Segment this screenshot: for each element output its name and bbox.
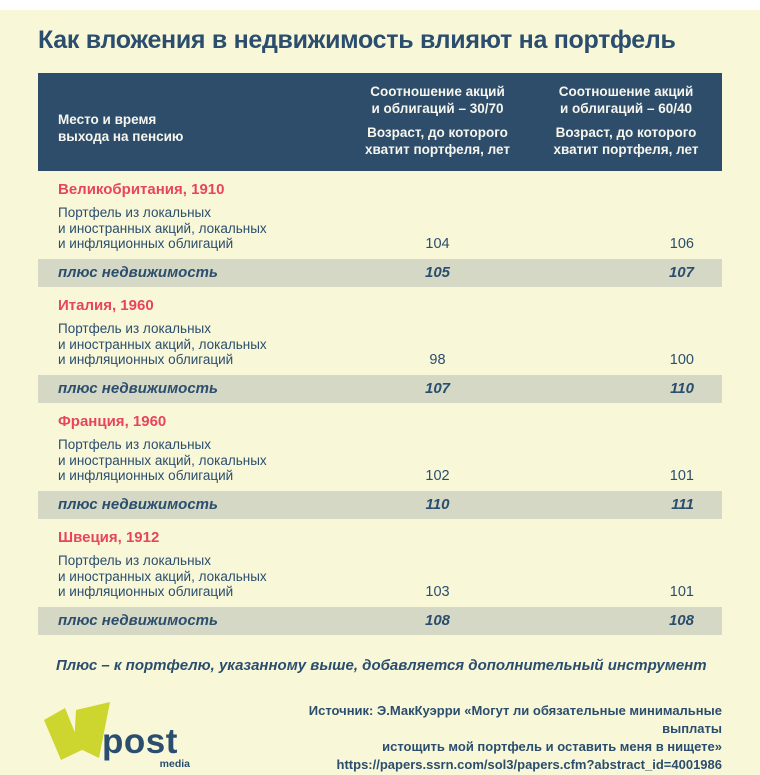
table-row	[38, 437, 722, 484]
infographic	[0, 26, 760, 775]
table-row	[38, 205, 722, 252]
source-line: Источник: Э.МакКуэрри «Могут ли обязательные минимальные выплаты	[308, 702, 722, 737]
table-header-row-label	[38, 98, 345, 146]
value-60-40: 101	[669, 467, 694, 484]
portfolio-description: Портфель из локальных и иностранных акций, локальных и инфляционных облигаций	[58, 320, 267, 368]
table-row-plus-real-estate	[38, 259, 722, 287]
plus-label: плюс недвижимость	[58, 263, 218, 281]
table-row-plus-real-estate	[38, 491, 722, 519]
logo-sublabel: media	[159, 757, 190, 770]
source-attribution	[253, 698, 722, 775]
plus-value-60-40: 110	[670, 379, 694, 397]
footnote: Плюс – к портфелю, указанному выше, добавляется дополнительный инструмент	[56, 656, 707, 674]
vpost-media-logo	[38, 698, 253, 774]
table-row-plus-real-estate	[38, 607, 722, 635]
table-header	[38, 73, 722, 171]
portfolio-description: Портфель из локальных и иностранных акций, локальных и инфляционных облигаций	[58, 205, 267, 252]
value-30-70: 98	[429, 351, 446, 368]
portfolio-description: Портфель из локальных и иностранных акций, локальных и инфляционных облигаций	[58, 552, 267, 600]
plus-label: плюс недвижимость	[58, 379, 218, 397]
value-30-70: 102	[425, 467, 450, 484]
page-title: Как вложения в недвижимость влияют на портфель	[38, 26, 676, 54]
table-row	[38, 553, 722, 600]
plus-value-60-40: 111	[671, 495, 694, 513]
age-label: Возраст, до которого хватит портфеля, лет	[365, 125, 510, 158]
plus-value-30-70: 108	[424, 611, 451, 629]
section-sweden	[38, 529, 722, 635]
plus-value-30-70: 110	[425, 495, 450, 513]
source-line: истощить мой портфель и оставить меня в нищете»	[382, 739, 722, 755]
country-label: Франция, 1960	[58, 412, 167, 430]
country-label: Великобритания, 1910	[58, 181, 225, 198]
corner-label-line: выхода на пенсию	[58, 129, 184, 144]
value-60-40: 100	[669, 351, 694, 368]
plus-value-30-70: 107	[424, 379, 451, 397]
country-label: Швеция, 1912	[58, 528, 160, 546]
portfolio-description: Портфель из локальных и иностранных акций, локальных и инфляционных облигаций	[58, 436, 267, 484]
ratio-label: Соотношение акций и облигаций – 30/70	[370, 84, 505, 116]
plus-value-60-40: 107	[668, 263, 694, 281]
section-italy	[38, 297, 722, 403]
table-row-plus-real-estate	[38, 375, 722, 403]
corner-label-line: Место и время	[58, 112, 157, 128]
section-uk	[38, 181, 722, 287]
table-row	[38, 321, 722, 368]
top-white-strip	[0, 0, 760, 10]
value-30-70: 103	[425, 583, 450, 600]
plus-label: плюс недвижимость	[58, 611, 218, 629]
source-url-link[interactable]: https://papers.ssrn.com/sol3/papers.cfm?abstract_id=4001986	[336, 757, 722, 773]
plus-value-30-70: 105	[424, 263, 451, 281]
logo-wordmark: post	[102, 721, 178, 761]
footer	[38, 698, 722, 775]
value-60-40: 106	[669, 235, 694, 252]
value-60-40: 101	[669, 583, 694, 600]
ratio-label: Соотношение акций и облигаций – 60/40	[558, 84, 694, 116]
value-30-70: 104	[425, 235, 450, 252]
table-header-col-30-70	[345, 73, 530, 171]
country-label: Италия, 1960	[58, 296, 154, 314]
plus-label: плюс недвижимость	[58, 495, 218, 513]
table-header-col-60-40	[530, 73, 722, 171]
plus-value-60-40: 108	[668, 611, 694, 629]
age-label: Возраст, до которого хватит портфеля, лет	[553, 125, 699, 158]
section-france	[38, 413, 722, 519]
